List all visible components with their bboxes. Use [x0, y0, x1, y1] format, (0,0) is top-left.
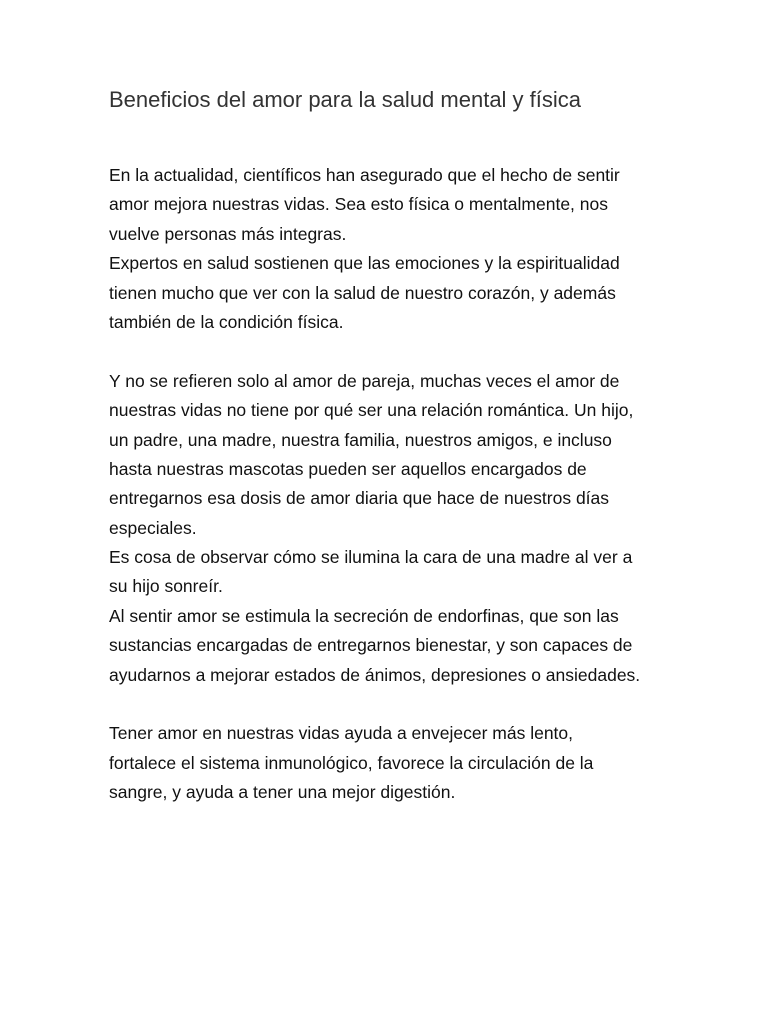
- text-line: vuelve personas más integras.: [109, 223, 347, 244]
- text-line: amor mejora nuestras vidas. Sea esto física o mentalmente, nos: [109, 194, 608, 215]
- text-line: especiales.: [109, 517, 197, 538]
- document-title: Beneficios del amor para la salud mental y física: [109, 87, 582, 112]
- blank-line: [109, 690, 749, 719]
- text-line: sangre, y ayuda a tener una mejor digestión.: [109, 782, 456, 803]
- blank-line: [109, 337, 749, 366]
- text-line: tienen mucho que ver con la salud de nuestro corazón, y además: [109, 282, 616, 303]
- text-line: ayudarnos a mejorar estados de ánimos, depresiones o ansiedades.: [109, 664, 641, 685]
- text-line: Tener amor en nuestras vidas ayuda a envejecer más lento,: [109, 723, 574, 744]
- text-line: sustancias encargadas de entregarnos bienestar, y son capaces de: [109, 635, 633, 656]
- text-line: fortalece el sistema inmunológico, favorece la circulación de la: [109, 752, 594, 773]
- text-line: Es cosa de observar cómo se ilumina la cara de una madre al ver a: [109, 547, 633, 568]
- text-line: un padre, una madre, nuestra familia, nuestros amigos, e incluso: [109, 429, 612, 450]
- text-line: hasta nuestras mascotas pueden ser aquellos encargados de: [109, 458, 587, 479]
- text-line: Y no se refieren solo al amor de pareja, muchas veces el amor de: [109, 370, 620, 391]
- text-line: Expertos en salud sostienen que las emociones y la espiritualidad: [109, 253, 620, 274]
- text-line: también de la condición física.: [109, 311, 344, 332]
- text-line: En la actualidad, científicos han asegurado que el hecho de sentir: [109, 165, 620, 185]
- text-line: Al sentir amor se estimula la secreción de endorfinas, que son las: [109, 605, 619, 626]
- text-line: su hijo sonreír.: [109, 576, 223, 597]
- document-body: [109, 161, 749, 808]
- text-line: nuestras vidas no tiene por qué ser una relación romántica. Un hijo,: [109, 400, 634, 421]
- text-line: entregarnos esa dosis de amor diaria que hace de nuestros días: [109, 488, 610, 509]
